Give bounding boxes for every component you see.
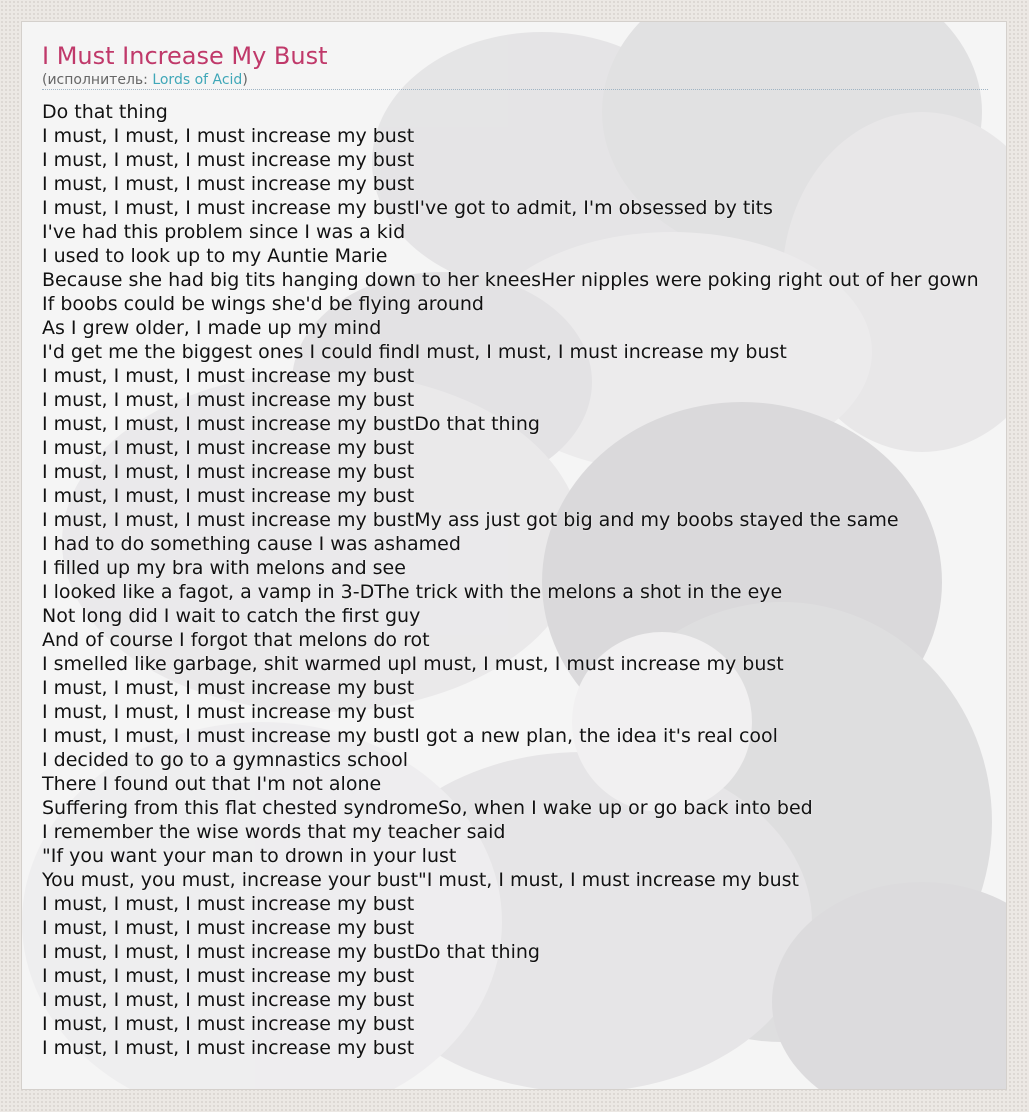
lyric-line: I remember the wise words that my teacher said	[42, 821, 506, 843]
lyrics-content	[22, 22, 1007, 1090]
lyric-line: I must, I must, I must increase my bust	[42, 149, 415, 171]
lyric-line: I've had this problem since I was a kid	[42, 221, 406, 243]
lyric-line: I'd get me the biggest ones I could findI must, I must, I must increase my bust	[42, 341, 787, 363]
lyric-line: Because she had big tits hanging down to her kneesHer nipples were poking right out of her gown	[42, 269, 979, 291]
lyric-line: I must, I must, I must increase my bust	[42, 365, 415, 387]
lyrics-body	[42, 100, 1007, 1060]
lyric-line: I must, I must, I must increase my bustDo that thing	[42, 413, 540, 435]
lyric-line: I smelled like garbage, shit warmed upI must, I must, I must increase my bust	[42, 653, 784, 675]
lyric-line: I must, I must, I must increase my bust	[42, 989, 415, 1011]
title-divider	[42, 89, 988, 90]
lyric-line: I must, I must, I must increase my bust	[42, 701, 415, 723]
lyrics-card	[21, 21, 1007, 1090]
lyric-line: I must, I must, I must increase my bust	[42, 893, 415, 915]
artist-suffix: )	[242, 72, 248, 88]
lyric-line: I had to do something cause I was ashamed	[42, 533, 461, 555]
artist-link[interactable]: Lords of Acid	[152, 72, 243, 88]
lyric-line: I must, I must, I must increase my bust	[42, 917, 415, 939]
lyric-line: I must, I must, I must increase my bust	[42, 173, 415, 195]
lyric-line: I must, I must, I must increase my bust	[42, 485, 415, 507]
lyric-line: If boobs could be wings she'd be flying around	[42, 293, 484, 315]
lyric-line: As I grew older, I made up my mind	[42, 317, 382, 339]
lyric-line: I filled up my bra with melons and see	[42, 557, 406, 579]
lyric-line: Not long did I wait to catch the first guy	[42, 605, 421, 627]
lyric-line: I must, I must, I must increase my bust	[42, 1037, 415, 1059]
lyric-line: I must, I must, I must increase my bust	[42, 389, 415, 411]
lyric-line: I must, I must, I must increase my bustI've got to admit, I'm obsessed by tits	[42, 197, 773, 219]
lyric-line: I decided to go to a gymnastics school	[42, 749, 409, 771]
lyric-line: I must, I must, I must increase my bust	[42, 1013, 415, 1035]
lyric-line: I must, I must, I must increase my bust	[42, 461, 415, 483]
lyric-line: I looked like a fagot, a vamp in 3-DThe trick with the melons a shot in the eye	[42, 581, 783, 603]
lyric-line: I used to look up to my Auntie Marie	[42, 245, 388, 267]
lyric-line: Suffering from this flat chested syndromeSo, when I wake up or go back into bed	[42, 797, 813, 819]
lyric-line: I must, I must, I must increase my bust	[42, 677, 415, 699]
lyric-line: There I found out that I'm not alone	[42, 773, 382, 795]
lyric-line: Do that thing	[42, 101, 168, 123]
lyric-line: I must, I must, I must increase my bustMy ass just got big and my boobs stayed the same	[42, 509, 899, 531]
artist-prefix: (исполнитель:	[42, 72, 153, 88]
artist-line	[42, 71, 248, 89]
lyric-line: I must, I must, I must increase my bustI got a new plan, the idea it's real cool	[42, 725, 778, 747]
lyric-line: I must, I must, I must increase my bustDo that thing	[42, 941, 540, 963]
lyric-line: I must, I must, I must increase my bust	[42, 437, 415, 459]
lyric-line: And of course I forgot that melons do rot	[42, 629, 430, 651]
lyric-line: I must, I must, I must increase my bust	[42, 965, 415, 987]
song-title: I Must Increase My Bust	[42, 42, 328, 70]
lyric-line: "If you want your man to drown in your lust	[42, 845, 457, 867]
lyric-line: I must, I must, I must increase my bust	[42, 125, 415, 147]
lyric-line: You must, you must, increase your bust"I must, I must, I must increase my bust	[42, 869, 799, 891]
